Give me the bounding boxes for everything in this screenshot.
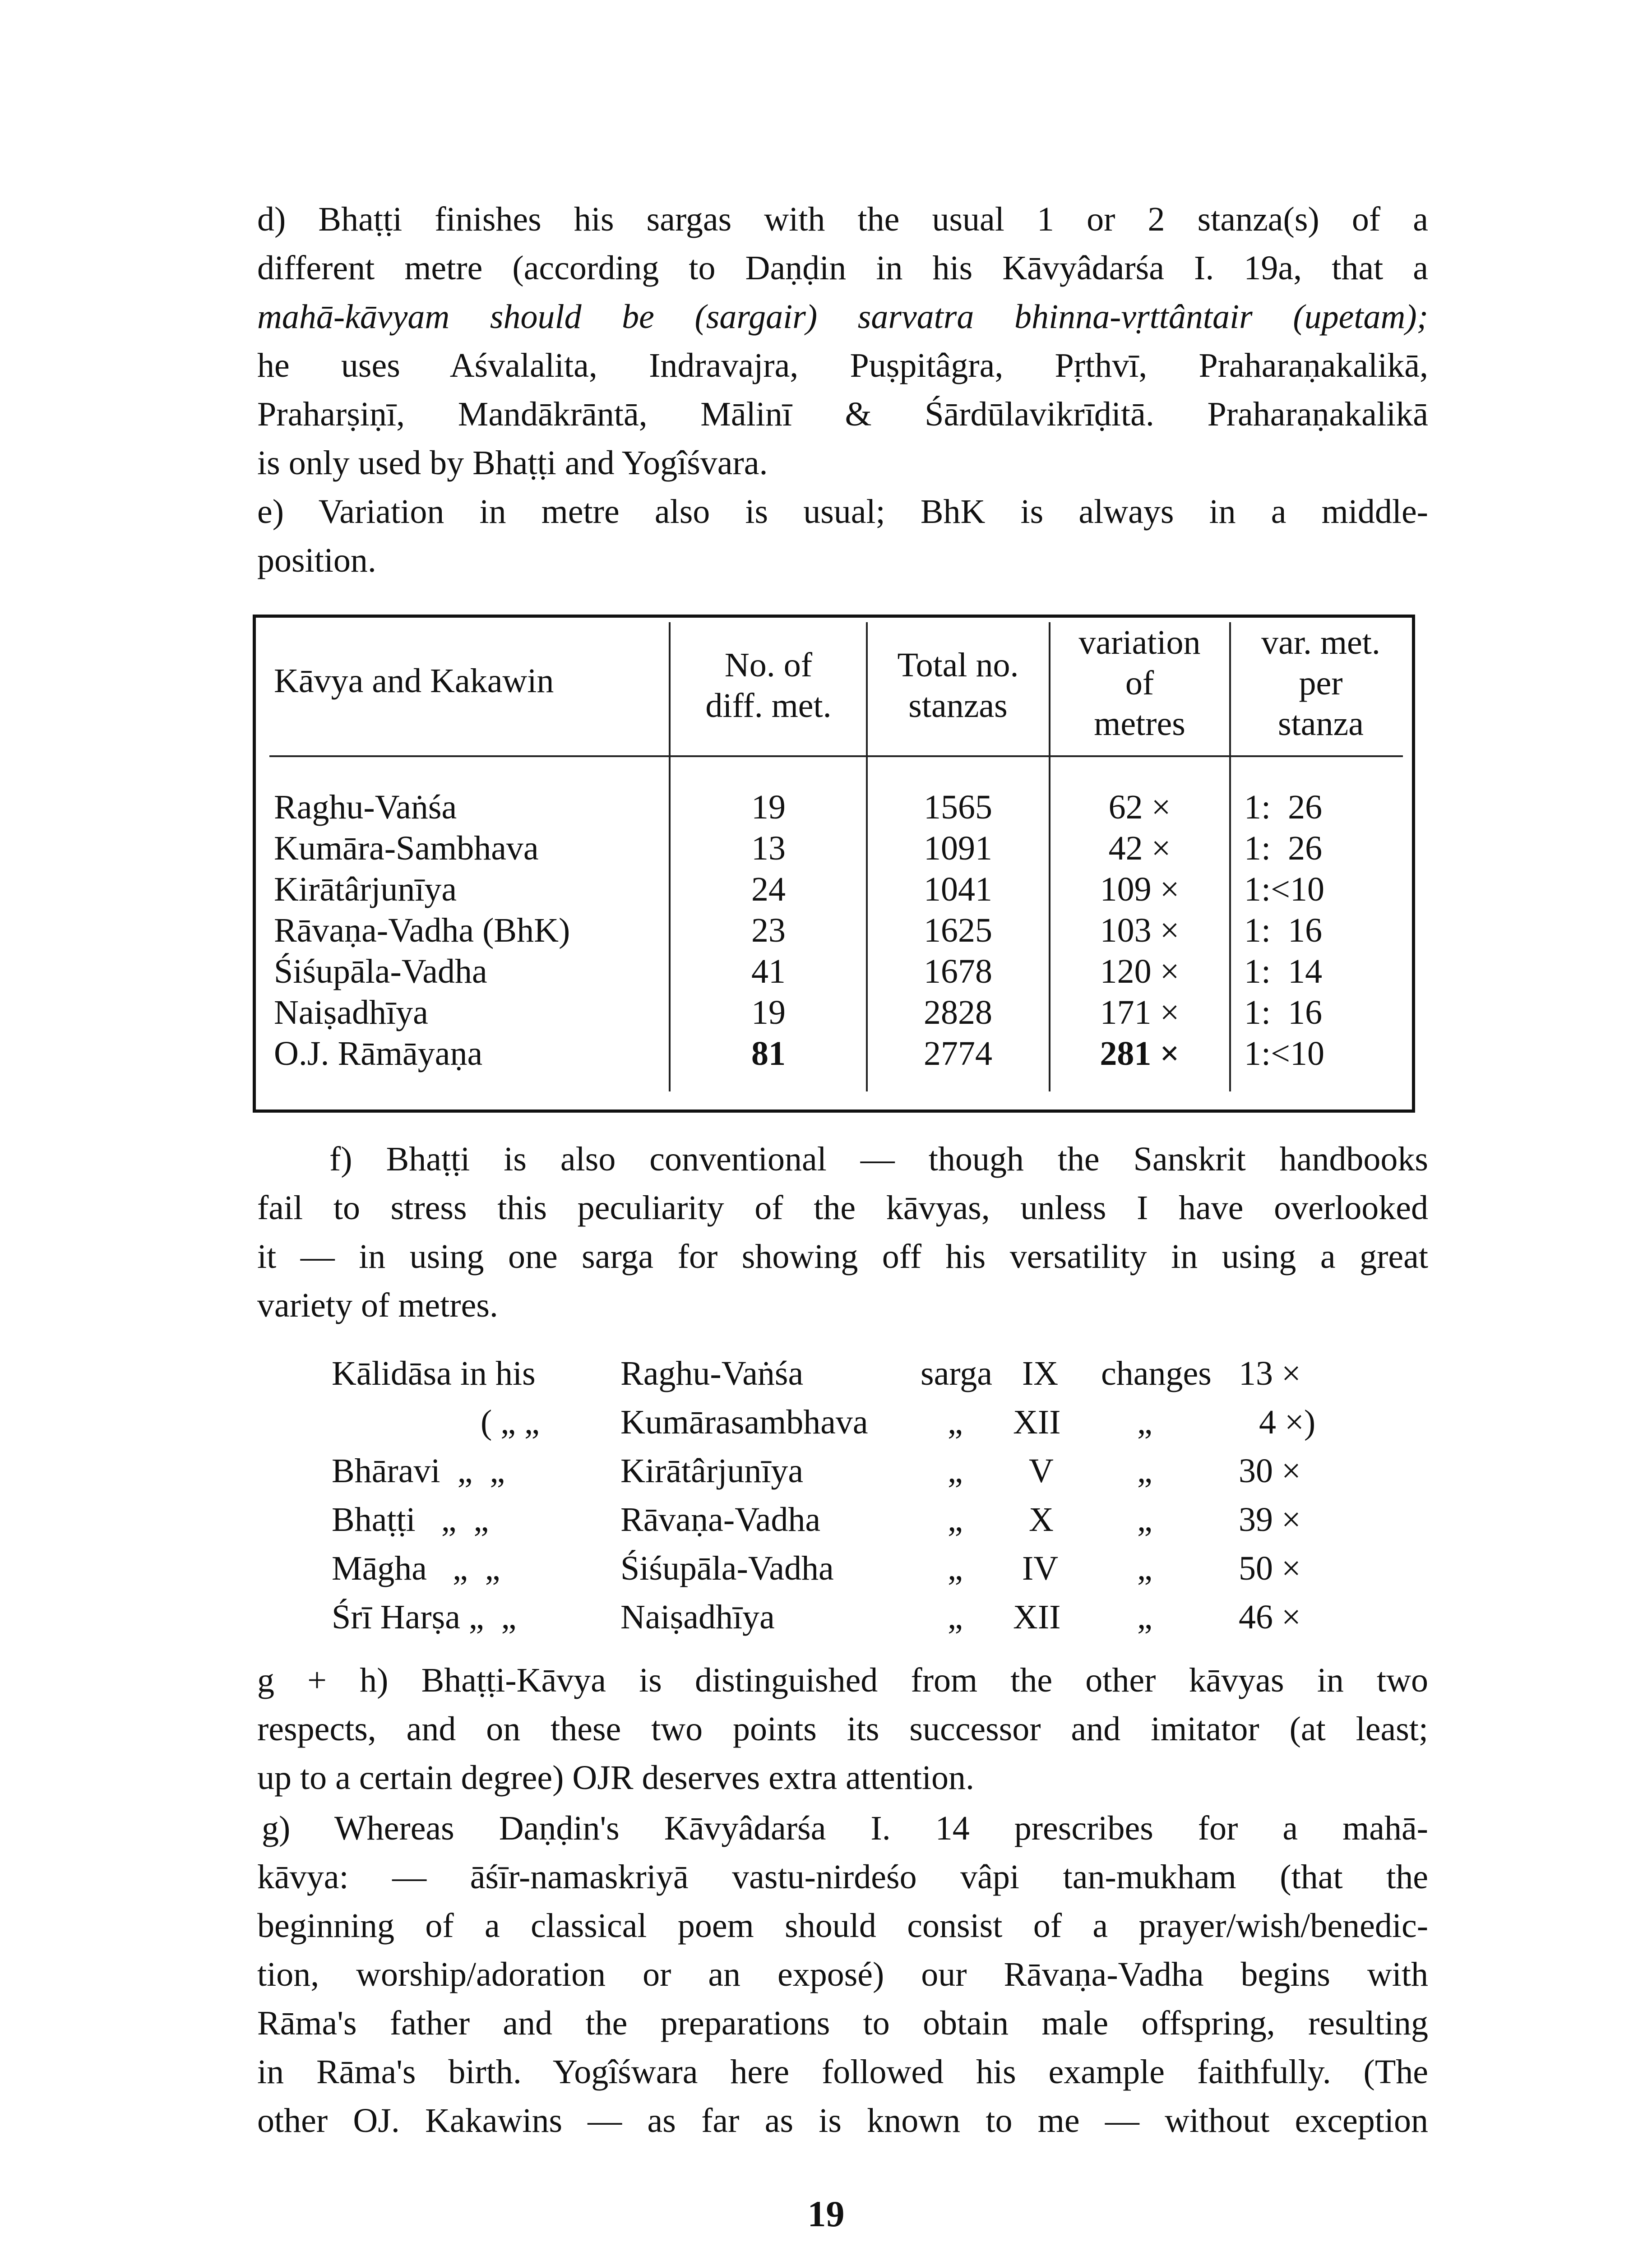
cell-total: 2828 (924, 994, 992, 1031)
list-work: Kirātârjunīya (620, 1452, 804, 1490)
text-line: e) Variation in metre also is usual; BhK is always in a middle- (257, 493, 1428, 531)
text-line: g) Whereas Daṇḍin's Kāvyâdarśa I. 14 prescribes for a mahā- (262, 1809, 1428, 1847)
header-text: diff. met. (705, 687, 832, 725)
list-changes-word: „ (1137, 1403, 1152, 1441)
paragraph-e (257, 487, 1428, 585)
header-text: variation (1078, 624, 1201, 661)
header-variation (1050, 622, 1229, 744)
cell-variation: 171 × (1100, 994, 1180, 1031)
list-sarga-word: „ (948, 1501, 963, 1539)
list-sarga-word: sarga (921, 1355, 992, 1392)
metre-table (253, 615, 1415, 1113)
table-row (256, 992, 1412, 1033)
header-text: stanza (1278, 705, 1364, 743)
list-work: Kumārasambhava (620, 1403, 868, 1441)
cell-variation: 120 × (1100, 952, 1180, 990)
cell-diff: 41 (751, 952, 786, 990)
list-work: Raghu-Vaṅśa (620, 1355, 804, 1392)
list-num: XII (1013, 1598, 1061, 1636)
cell-diff: 13 (751, 829, 786, 867)
paragraph-d (257, 195, 1428, 487)
cell-variation: 62 × (1108, 788, 1171, 826)
list-changes-word: changes (1101, 1355, 1212, 1392)
table-row (256, 910, 1412, 951)
list-work: Śiśupāla-Vadha (620, 1549, 834, 1587)
cell-ratio: 1:<10 (1244, 1035, 1324, 1073)
list-poet: Māgha „ „ (332, 1549, 500, 1587)
cell-variation: 42 × (1108, 829, 1171, 867)
cell-diff: 19 (751, 994, 786, 1031)
header-rule (269, 755, 1403, 757)
cell-diff: 24 (751, 870, 786, 908)
list-count: 4 ×) (1259, 1403, 1316, 1441)
text-line: up to a certain degree) OJR deserves extra attention. (257, 1759, 975, 1797)
header-text: Total no. (897, 646, 1019, 684)
header-kavya: Kāvya and Kakawin (274, 662, 554, 700)
cell-name: O.J. Rāmāyaṇa (274, 1035, 483, 1073)
cell-total: 1041 (924, 870, 992, 908)
text-line: f) Bhaṭṭi is also conventional — though the Sanskrit handbooks (329, 1140, 1428, 1178)
list-sarga-word: „ (948, 1452, 963, 1490)
paragraph-gh (257, 1656, 1428, 1802)
text-line: mahā-kāvyam should be (sargair) sarvatra bhinna-vṛttântair (upetam); (257, 298, 1428, 336)
text-line: g + h) Bhaṭṭi-Kāvya is distinguished from the other kāvyas in two (257, 1661, 1428, 1699)
list-count: 30 × (1239, 1452, 1301, 1490)
table-row (256, 951, 1412, 992)
list-count: 46 × (1239, 1598, 1301, 1636)
text-line: Rāma's father and the preparations to obtain male offspring, resulting (257, 2004, 1428, 2042)
text-line: different metre (according to Daṇḍin in his Kāvyâdarśa I. 19a, that a (257, 249, 1428, 287)
text-line: in Rāma's birth. Yogîśwara here followed his example faithfully. (The (257, 2053, 1428, 2091)
cell-variation: 103 × (1100, 911, 1180, 949)
cell-diff: 19 (751, 788, 786, 826)
cell-ratio: 1: 14 (1244, 952, 1323, 990)
header-text: stanzas (908, 687, 1008, 725)
list-sarga-word: „ (948, 1549, 963, 1587)
cell-name: Kumāra-Sambhava (274, 829, 539, 867)
list-changes-word: „ (1137, 1501, 1152, 1539)
text-line: position. (257, 541, 376, 579)
list-num: IX (1022, 1355, 1059, 1392)
text-line: is only used by Bhaṭṭi and Yogîśvara. (257, 444, 768, 482)
cell-diff: 23 (751, 911, 786, 949)
cell-ratio: 1: 26 (1244, 829, 1323, 867)
header-no-diff (671, 645, 866, 726)
cell-diff: 81 (751, 1035, 786, 1073)
header-total (868, 645, 1048, 726)
paragraph-g (257, 1804, 1428, 2145)
cell-name: Kirātârjunīya (274, 870, 457, 908)
header-text: var. met. (1261, 624, 1380, 661)
text-line: Praharṣiṇī, Mandākrāntā, Mālinī & Śārdūlavikrīḍitā. Praharaṇakalikā (257, 395, 1428, 433)
list-poet: Kālidāsa in his (332, 1355, 536, 1392)
text-line: it — in using one sarga for showing off his versatility in using a great (257, 1238, 1428, 1276)
text-line: variety of metres. (257, 1286, 498, 1324)
text-line: kāvya: — āśīr-namaskriyā vastu-nirdeśo vâpi tan-mukham (that the (257, 1858, 1428, 1896)
cell-variation: 281 × (1100, 1035, 1180, 1073)
header-text: metres (1094, 705, 1185, 743)
list-changes-word: „ (1137, 1598, 1152, 1636)
cell-variation: 109 × (1100, 870, 1180, 908)
list-work: Naiṣadhīya (620, 1598, 775, 1636)
page-number: 19 (807, 2193, 845, 2234)
text-line: tion, worship/adoration or an exposé) our Rāvaṇa-Vadha begins with (257, 1956, 1428, 1993)
cell-name: Śiśupāla-Vadha (274, 952, 487, 990)
list-num: IV (1022, 1549, 1059, 1587)
list-changes-word: „ (1137, 1549, 1152, 1587)
list-num: V (1029, 1452, 1054, 1490)
paragraph-f (257, 1135, 1428, 1330)
cell-ratio: 1: 16 (1244, 911, 1323, 949)
text-line: other OJ. Kakawins — as far as is known to me — without exception (257, 2102, 1428, 2140)
text-line: respects, and on these two points its successor and imitator (at least; (257, 1710, 1428, 1748)
cell-name: Rāvaṇa-Vadha (BhK) (274, 911, 570, 949)
list-count: 39 × (1239, 1501, 1301, 1539)
list-changes-word: „ (1137, 1452, 1152, 1490)
list-poet: ( „ „ (481, 1403, 540, 1441)
list-count: 13 × (1239, 1355, 1301, 1392)
cell-total: 1565 (924, 788, 992, 826)
text-line: beginning of a classical poem should consist of a prayer/wish/benedic- (257, 1907, 1428, 1945)
list-poet: Bhaṭṭi „ „ (332, 1501, 489, 1539)
table-row (256, 869, 1412, 910)
cell-total: 1625 (924, 911, 992, 949)
list-sarga-word: „ (948, 1403, 963, 1441)
header-text: of (1125, 664, 1154, 702)
text-line: he uses Aśvalalita, Indravajra, Puṣpitâgra, Pṛthvī, Praharaṇakalikā, (257, 347, 1428, 384)
table-row (256, 1033, 1412, 1074)
cell-name: Naiṣadhīya (274, 994, 428, 1031)
cell-name: Raghu-Vaṅśa (274, 788, 457, 826)
list-poet: Bhāravi „ „ (332, 1452, 505, 1490)
list-count: 50 × (1239, 1549, 1301, 1587)
header-var-met (1231, 622, 1411, 744)
table-row (256, 787, 1412, 828)
header-text: No. of (724, 646, 813, 684)
list-work: Rāvaṇa-Vadha (620, 1501, 821, 1539)
list-num: X (1029, 1501, 1054, 1539)
text-line: d) Bhaṭṭi finishes his sargas with the usual 1 or 2 stanza(s) of a (257, 200, 1428, 238)
cell-total: 1091 (924, 829, 992, 867)
header-text: per (1299, 664, 1343, 702)
cell-ratio: 1:<10 (1244, 870, 1324, 908)
list-sarga-word: „ (948, 1598, 963, 1636)
list-poet: Śrī Harṣa „ „ (332, 1598, 517, 1636)
cell-ratio: 1: 26 (1244, 788, 1323, 826)
list-num: XII (1013, 1403, 1061, 1441)
text-line: fail to stress this peculiarity of the kāvyas, unless I have overlooked (257, 1189, 1428, 1227)
cell-total: 1678 (924, 952, 992, 990)
table-row (256, 828, 1412, 869)
cell-ratio: 1: 16 (1244, 994, 1323, 1031)
cell-total: 2774 (924, 1035, 992, 1073)
